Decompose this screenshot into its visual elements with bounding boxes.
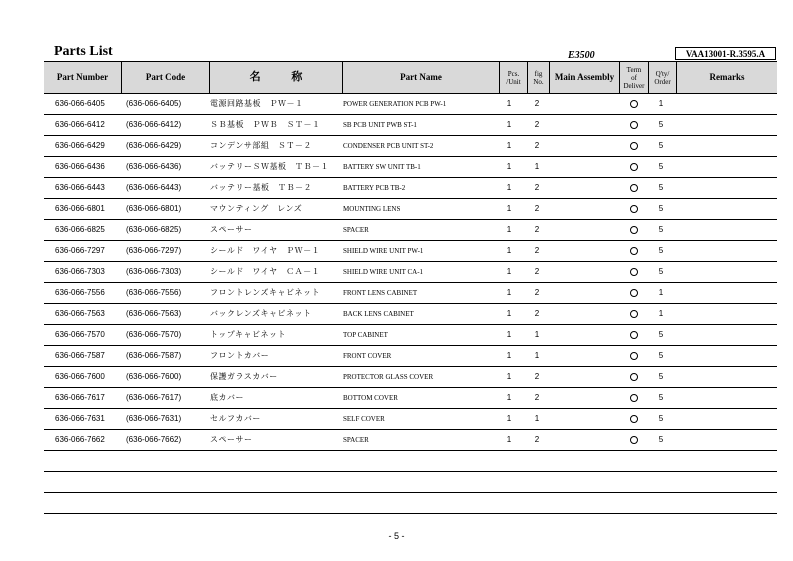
circle-mark-icon	[630, 184, 638, 192]
qty-order-cell: 5	[658, 225, 664, 234]
qty-order-cell: 5	[658, 330, 664, 339]
name-jp-cell: 電源回路基板 ＰＷ－１	[210, 99, 304, 108]
header-fig-no-line1: fig	[534, 69, 543, 78]
part-name-cell: SHIELD WIRE UNIT PW-1	[343, 247, 424, 255]
pcs-unit-cell: 1	[506, 183, 512, 192]
name-jp-cell: スペーサー	[210, 225, 253, 234]
table-row	[44, 262, 777, 283]
part-number-cell: 636-066-6801	[55, 204, 105, 213]
term-of-deliver-cell	[623, 136, 645, 156]
table-header	[44, 61, 777, 94]
part-code-cell: (636-066-7570)	[126, 330, 182, 339]
header-term-of-deliver	[619, 62, 648, 93]
term-of-deliver-cell	[623, 346, 645, 366]
pcs-unit-cell: 1	[506, 99, 512, 108]
pcs-unit-cell: 1	[506, 288, 512, 297]
part-number-cell: 636-066-7297	[55, 246, 105, 255]
circle-mark-icon	[630, 163, 638, 171]
table-row	[44, 199, 777, 220]
name-jp-cell: フロントカバー	[210, 351, 270, 360]
circle-mark-icon	[630, 100, 638, 108]
fig-no-cell: 1	[534, 414, 540, 423]
fig-no-cell: 2	[534, 183, 540, 192]
qty-order-cell: 5	[658, 204, 664, 213]
part-name-cell: CONDENSER PCB UNIT ST-2	[343, 142, 434, 150]
part-number-cell: 636-066-7563	[55, 309, 105, 318]
circle-mark-icon	[630, 205, 638, 213]
header-part-number: Part Number	[56, 72, 109, 82]
term-of-deliver-cell	[623, 241, 645, 261]
part-number-cell: 636-066-6443	[55, 183, 105, 192]
part-name-cell: SHIELD WIRE UNIT CA-1	[343, 268, 424, 276]
pcs-unit-cell: 1	[506, 162, 512, 171]
part-name-cell: POWER GENERATION PCB PW-1	[343, 100, 447, 108]
part-number-cell: 636-066-6412	[55, 120, 105, 129]
qty-order-cell: 5	[658, 435, 664, 444]
page-number: - 5 -	[388, 531, 405, 541]
part-name-cell: BOTTOM COVER	[343, 394, 398, 402]
term-of-deliver-cell	[623, 409, 645, 429]
name-jp-cell: 底カバー	[210, 393, 244, 402]
circle-mark-icon	[630, 289, 638, 297]
fig-no-cell: 2	[534, 267, 540, 276]
header-part-name: Part Name	[342, 62, 499, 93]
circle-mark-icon	[630, 310, 638, 318]
part-code-cell: (636-066-6412)	[126, 120, 182, 129]
pcs-unit-cell: 1	[506, 204, 512, 213]
header-fig-no-line2: No.	[533, 77, 544, 86]
part-name-cell: BATTERY PCB TB-2	[343, 184, 406, 192]
pcs-unit-cell: 1	[506, 246, 512, 255]
qty-order-cell: 1	[658, 309, 664, 318]
part-code-cell: (636-066-7587)	[126, 351, 182, 360]
header-name-jp: 名 称	[209, 62, 342, 93]
term-of-deliver-cell	[623, 367, 645, 387]
table-row	[44, 283, 777, 304]
empty-table-row	[44, 472, 777, 493]
part-number-cell: 636-066-6429	[55, 141, 105, 150]
empty-table-row	[44, 493, 777, 514]
term-of-deliver-cell	[623, 262, 645, 282]
table-row	[44, 115, 777, 136]
term-of-deliver-cell	[623, 157, 645, 177]
empty-table-row	[44, 451, 777, 472]
name-jp-cell: シールド ワイヤ ＰＷ－１	[210, 246, 321, 255]
fig-no-cell: 2	[534, 246, 540, 255]
part-code-cell: (636-066-6429)	[126, 141, 182, 150]
fig-no-cell: 1	[534, 351, 540, 360]
fig-no-cell: 2	[534, 141, 540, 150]
part-name-cell: PROTECTOR GLASS COVER	[343, 373, 434, 381]
header-main-assembly: Main Assembly	[549, 62, 619, 93]
fig-no-cell: 2	[534, 204, 540, 213]
fig-no-cell: 2	[534, 372, 540, 381]
part-name-cell: BATTERY SW UNIT TB-1	[343, 163, 421, 171]
qty-order-cell: 5	[658, 351, 664, 360]
circle-mark-icon	[630, 121, 638, 129]
pcs-unit-cell: 1	[506, 351, 512, 360]
name-jp-cell: ＳＢ基板 ＰＷＢ ＳＴ－１	[210, 120, 321, 129]
table-row	[44, 388, 777, 409]
header-qty-line2: Order	[654, 77, 671, 86]
part-name-cell: SELF COVER	[343, 415, 385, 423]
table-row	[44, 346, 777, 367]
header-term-line3: Deliver	[623, 81, 645, 90]
term-of-deliver-cell	[623, 115, 645, 135]
part-code-cell: (636-066-6443)	[126, 183, 182, 192]
qty-order-cell: 5	[658, 120, 664, 129]
header-pcs-unit-line1: Pcs.	[507, 69, 520, 78]
part-name-cell: TOP CABINET	[343, 331, 388, 339]
fig-no-cell: 2	[534, 435, 540, 444]
name-jp-cell: トップキャビネット	[210, 330, 286, 339]
fig-no-cell: 2	[534, 99, 540, 108]
part-number-cell: 636-066-6405	[55, 99, 105, 108]
part-number-cell: 636-066-7631	[55, 414, 105, 423]
part-code-cell: (636-066-6825)	[126, 225, 182, 234]
header-term-line2: of	[631, 73, 637, 82]
part-code-cell: (636-066-6436)	[126, 162, 182, 171]
part-code-cell: (636-066-7662)	[126, 435, 182, 444]
table-row	[44, 94, 777, 115]
document-number: VAA13001-R.3595.A	[675, 47, 776, 60]
header-pcs-unit	[499, 62, 527, 93]
fig-no-cell: 2	[534, 120, 540, 129]
circle-mark-icon	[630, 247, 638, 255]
circle-mark-icon	[630, 415, 638, 423]
circle-mark-icon	[630, 373, 638, 381]
parts-table-body	[44, 94, 777, 514]
table-row	[44, 409, 777, 430]
header-remarks: Remarks	[676, 62, 777, 93]
part-number-cell: 636-066-6825	[55, 225, 105, 234]
qty-order-cell: 5	[658, 246, 664, 255]
header-term-line1: Term	[626, 65, 642, 74]
circle-mark-icon	[630, 226, 638, 234]
part-code-cell: (636-066-6801)	[126, 204, 182, 213]
pcs-unit-cell: 1	[506, 120, 512, 129]
table-row	[44, 178, 777, 199]
pcs-unit-cell: 1	[506, 435, 512, 444]
term-of-deliver-cell	[623, 388, 645, 408]
pcs-unit-cell: 1	[506, 393, 512, 402]
part-number-cell: 636-066-7556	[55, 288, 105, 297]
header-qty-order	[648, 62, 676, 93]
term-of-deliver-cell	[623, 325, 645, 345]
name-jp-cell: バックレンズキャビネット	[210, 309, 312, 318]
part-code-cell: (636-066-7631)	[126, 414, 182, 423]
table-row	[44, 157, 777, 178]
name-jp-cell: マウンティング レンズ	[210, 204, 303, 213]
table-row	[44, 241, 777, 262]
name-jp-cell: バッテリー基板 ＴＢ－２	[210, 183, 312, 192]
table-row	[44, 430, 777, 451]
qty-order-cell: 1	[658, 288, 664, 297]
model-name: E3500	[568, 50, 595, 61]
header-qty-line1: Q'ty/	[655, 69, 670, 78]
fig-no-cell: 2	[534, 225, 540, 234]
pcs-unit-cell: 1	[506, 225, 512, 234]
pcs-unit-cell: 1	[506, 141, 512, 150]
qty-order-cell: 5	[658, 414, 664, 423]
part-number-cell: 636-066-6436	[55, 162, 105, 171]
part-code-cell: (636-066-7556)	[126, 288, 182, 297]
part-name-cell: FRONT COVER	[343, 352, 392, 360]
circle-mark-icon	[630, 352, 638, 360]
qty-order-cell: 5	[658, 267, 664, 276]
term-of-deliver-cell	[623, 304, 645, 324]
table-row	[44, 220, 777, 241]
part-number-cell: 636-066-7303	[55, 267, 105, 276]
table-row	[44, 325, 777, 346]
fig-no-cell: 1	[534, 162, 540, 171]
part-name-cell: SB PCB UNIT PWB ST-1	[343, 121, 417, 129]
table-row	[44, 136, 777, 157]
circle-mark-icon	[630, 268, 638, 276]
term-of-deliver-cell	[623, 199, 645, 219]
part-code-cell: (636-066-7563)	[126, 309, 182, 318]
term-of-deliver-cell	[623, 430, 645, 450]
header-pcs-unit-line2: /Unit	[506, 77, 521, 86]
part-number-cell: 636-066-7617	[55, 393, 105, 402]
part-name-cell: BACK LENS CABINET	[343, 310, 414, 318]
name-jp-cell: バッテリーＳＷ基板 ＴＢ－１	[210, 162, 329, 171]
pcs-unit-cell: 1	[506, 414, 512, 423]
part-number-cell: 636-066-7600	[55, 372, 105, 381]
circle-mark-icon	[630, 436, 638, 444]
name-jp-cell: セルフカバー	[210, 414, 261, 423]
header-fig-no	[527, 62, 549, 93]
qty-order-cell: 5	[658, 183, 664, 192]
page-title: Parts List	[54, 44, 113, 59]
part-code-cell: (636-066-7600)	[126, 372, 182, 381]
circle-mark-icon	[630, 331, 638, 339]
part-code-cell: (636-066-7297)	[126, 246, 182, 255]
name-jp-cell: フロントレンズキャビネット	[210, 288, 321, 297]
qty-order-cell: 1	[658, 99, 664, 108]
pcs-unit-cell: 1	[506, 267, 512, 276]
name-jp-cell: スペーサー	[210, 435, 253, 444]
term-of-deliver-cell	[623, 220, 645, 240]
part-name-cell: MOUNTING LENS	[343, 205, 401, 213]
circle-mark-icon	[630, 142, 638, 150]
qty-order-cell: 5	[658, 393, 664, 402]
pcs-unit-cell: 1	[506, 372, 512, 381]
part-name-cell: FRONT LENS CABINET	[343, 289, 418, 297]
qty-order-cell: 5	[658, 372, 664, 381]
circle-mark-icon	[630, 394, 638, 402]
table-row	[44, 367, 777, 388]
header-part-code: Part Code	[121, 62, 209, 93]
name-jp-cell: 保護ガラスカバー	[210, 372, 278, 381]
term-of-deliver-cell	[623, 178, 645, 198]
name-jp-cell: シールド ワイヤ ＣＡ－１	[210, 267, 321, 276]
part-code-cell: (636-066-6405)	[126, 99, 182, 108]
pcs-unit-cell: 1	[506, 330, 512, 339]
fig-no-cell: 2	[534, 393, 540, 402]
fig-no-cell: 2	[534, 288, 540, 297]
part-code-cell: (636-066-7617)	[126, 393, 182, 402]
part-name-cell: SPACER	[343, 226, 369, 234]
part-number-cell: 636-066-7570	[55, 330, 105, 339]
name-jp-cell: コンデンサ部組 ＳＴ－２	[210, 141, 312, 150]
part-number-cell: 636-066-7587	[55, 351, 105, 360]
part-code-cell: (636-066-7303)	[126, 267, 182, 276]
qty-order-cell: 5	[658, 162, 664, 171]
fig-no-cell: 2	[534, 309, 540, 318]
qty-order-cell: 5	[658, 141, 664, 150]
part-name-cell: SPACER	[343, 436, 369, 444]
table-row	[44, 304, 777, 325]
fig-no-cell: 1	[534, 330, 540, 339]
pcs-unit-cell: 1	[506, 309, 512, 318]
term-of-deliver-cell	[623, 283, 645, 303]
part-number-cell: 636-066-7662	[55, 435, 105, 444]
term-of-deliver-cell	[623, 94, 645, 114]
